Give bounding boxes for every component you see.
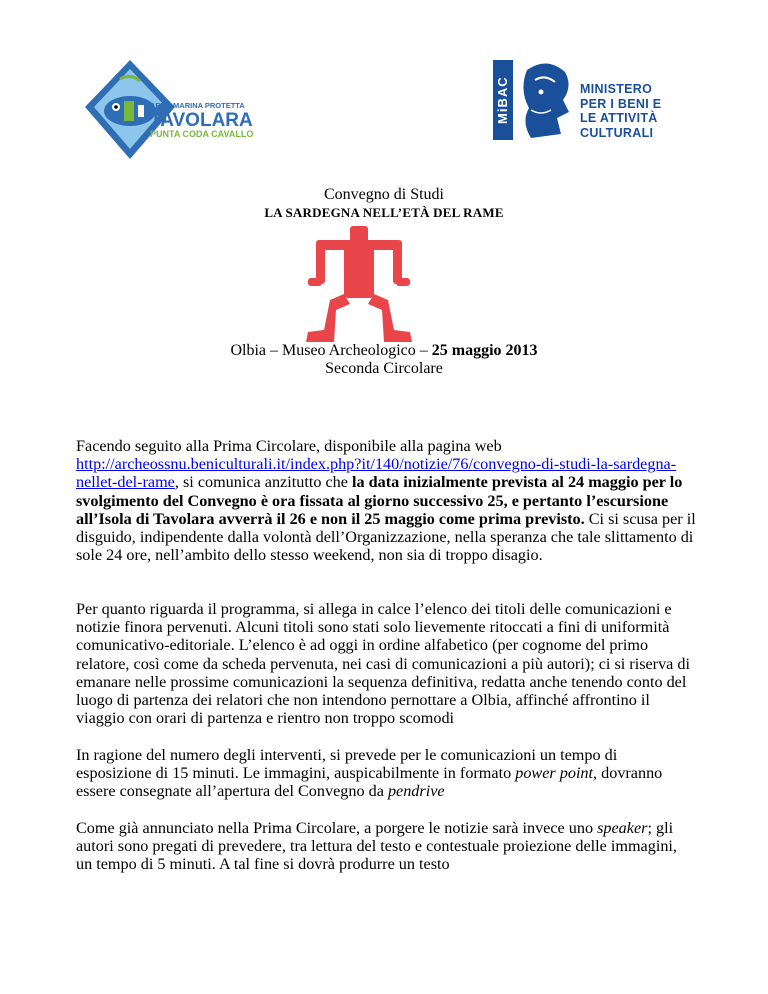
p4-em-1: speaker [597,819,648,837]
p4-text-2: ; gli autori sono pregati di prevedere, tra lettura del testo e contestuale proiezione delle immagini, un tempo di 5 minuti. A tal fine si dovrà produrre un testo [76,819,677,874]
p1-text-1: Facendo seguito alla Prima Circolare, disponibile alla pagina web [76,437,502,455]
p3-em-2: pendrive [387,782,445,801]
paragraph-3 [76,746,696,801]
ministry-name [580,82,690,140]
venue-prefix: Olbia – Museo Archeologico – [230,342,432,359]
logo-line3: PUNTA CODA CAVALLO [150,129,254,139]
p3-text-2: , dovranno essere consegnate all’apertura del Convegno da [76,764,663,801]
event-title: LA SARDEGNA NELL’ETÀ DEL RAME [264,205,504,220]
p1-bold: la data inizialmente prevista al 24 maggio per lo svolgimento del Convegno è ora fissata al giorno successivo 25, e pertanto l’escursione all’Isola di Tavolara avverrà il 26 e non il 25 maggio come prima previsto. [76,473,683,528]
statue-head-icon [517,60,577,140]
paragraph-4 [76,819,696,874]
prehistoric-figure-icon [300,226,420,344]
event-type: Convegno di Studi [323,186,444,203]
p1-text-2: , si comunica anzitutto che [174,473,352,492]
mibac-bar [493,60,513,140]
logo-line1: AREA MARINA PROTETTA [150,101,245,110]
p4-text-1: Come già annunciato nella Prima Circolare, a porgere le notizie sarà invece uno [76,819,598,837]
ministry-line-3: LE ATTIVITÀ [580,111,658,125]
ministry-line-1: MINISTERO [580,82,653,96]
convegno-link[interactable]: http://archeossnu.beniculturali.it/index.php?it/140/notizie/76/convegno-di-studi-la-sardegna-nellet-del-rame [76,455,677,492]
p1-text-3: Ci si scusa per il disguido, indipendente dalla volontà dell’Organizzazione, nella speranza che tale slittamento di sole 24 ore, nell’ambito dello stesso weekend, non sia di troppo disagio. [76,509,696,565]
tavolara-logo [80,55,280,165]
p3-em-1: power point [515,764,594,783]
ministry-line-2: PER I BENI E [580,96,662,111]
paragraph-1 [76,437,696,564]
mibac-logo [493,60,683,150]
venue-date: 25 maggio 2013 [431,342,538,359]
p3-text-1: In ragione del numero degli interventi, si prevede per le comunicazioni un tempo di esposizione di 15 minuti. Le immagini, auspicabilmente in formato [76,746,618,783]
circular-title: Seconda Circolare [325,360,443,377]
logo-line2: TAVOLARA [150,110,253,131]
venue-line [0,342,768,360]
paragraph-2: Per quanto riguarda il programma, si allega in calce l’elenco dei titoli delle comunicazioni e notizie finora pervenuti. Alcuni titoli sono stati solo lievemente ritoccati a fini di uniformità comunicativo-editoriale. L’elenco è ad oggi in ordine alfabetico (per cognome del primo relatore, così come da scheda pervenuta, nei casi di comunicazioni a più autori); ci si riserva di emanare nelle prossime comunicazioni la sequenza definitiva, redatta anche tenendo conto del luogo di partenza dei relatori che non intendono pernottare a Olbia, affinché affrontino il viaggio con orari di partenza e rientro non troppo scomodi [76,600,690,728]
ministry-line-4: CULTURALI [580,125,654,140]
mibac-acronym: MiBAC [495,76,510,124]
